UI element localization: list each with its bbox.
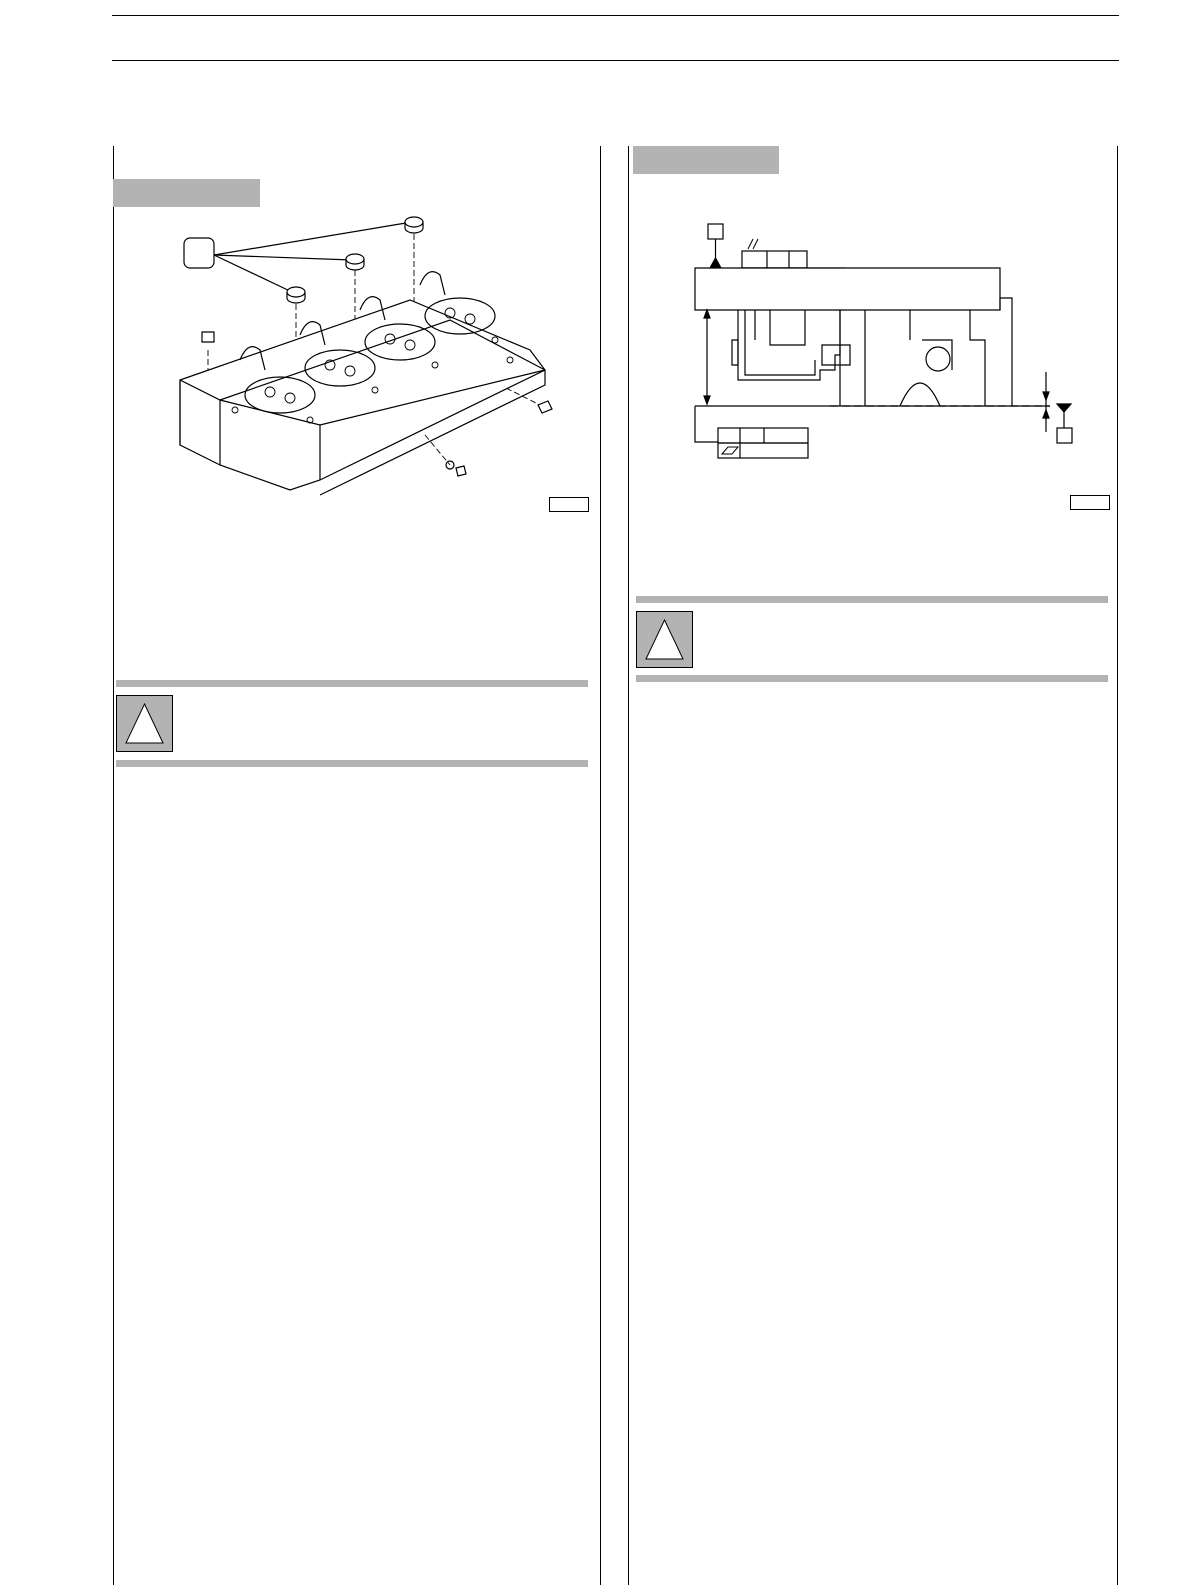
cylinder-head-exploded-figure [160,210,560,500]
header-bottom-rule [112,60,1119,61]
warning-triangle-icon [637,612,692,667]
left-warning-top-bar [116,680,588,687]
left-section-tab [113,179,260,207]
right-column-border [1117,146,1118,1585]
warning-triangle-icon [117,696,172,751]
right-warning-bottom-bar [636,675,1108,682]
center-divider-right [628,146,629,1585]
flatness-check-diagram [690,220,1090,465]
left-figure-tag [549,497,589,512]
left-column-border [113,146,114,1585]
right-warning-box [636,611,693,668]
right-warning-top-bar [636,596,1108,603]
header-top-rule [112,15,1119,16]
left-warning-bottom-bar [116,760,588,767]
right-figure-tag [1070,495,1110,510]
right-section-tab [633,146,779,174]
left-warning-box [116,695,173,752]
center-divider-left [600,146,601,1585]
